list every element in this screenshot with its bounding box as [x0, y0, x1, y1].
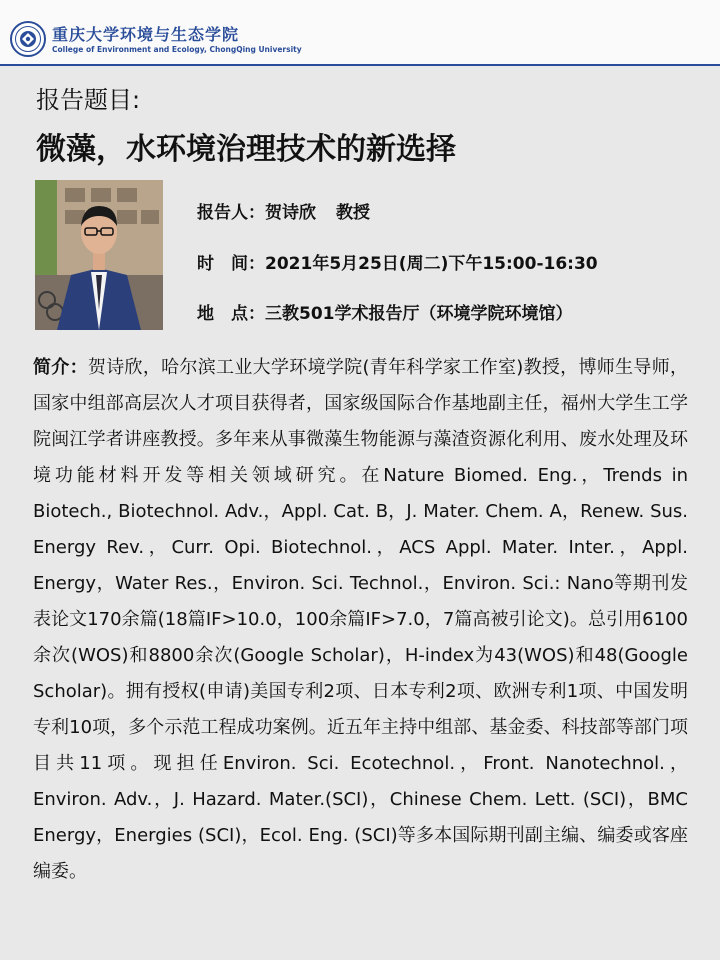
place-value: 三教501学术报告厅（环境学院环境馆） — [265, 304, 573, 324]
reporter-line — [197, 198, 370, 223]
time-value: 2021年5月25日(周二)下午15:00-16:30 — [265, 254, 598, 274]
intro-label: 简介： — [33, 357, 88, 378]
time-line — [197, 249, 598, 274]
time-label: 时 间： — [197, 254, 265, 274]
university-emblem-icon — [10, 21, 46, 57]
place-label: 地 点： — [197, 304, 265, 324]
reporter-title: 教授 — [336, 203, 370, 223]
speaker-introduction — [33, 350, 688, 890]
speaker-portrait-icon — [35, 180, 163, 330]
place-line — [197, 299, 573, 324]
reporter-name: 贺诗欣 — [265, 203, 316, 223]
report-title-label: 报告题目: — [36, 86, 141, 114]
reporter-label: 报告人： — [197, 203, 265, 223]
school-name-cn: 重庆大学环境与生态学院 — [52, 25, 240, 44]
school-name-en: College of Environment and Ecology, ChongQing University — [52, 45, 302, 54]
speaker-photo — [35, 180, 163, 330]
intro-text: 贺诗欣，哈尔滨工业大学环境学院(青年科学家工作室)教授，博师生导师，国家中组部高层次人才项目获得者，国家级国际合作基地副主任，福州大学生工学院闽江学者讲座教授。多年来从事微藻生物能源与藻渣资源化利用、废水处理及环境功能材料开发等相关领域研究。在Nature Biomed. Eng.，Trends in Biotech., Biotechnol. Adv.，Appl. Cat. B，J. Mater. Chem. A，Renew. Sus. Energy Rev.，Curr. Opi. Biotechnol.，ACS Appl. Mater. Inter.，Appl. Energy，Water Res.，Environ. Sci. Technol.，Environ. Sci.: Nano等期刊发表论文170余篇(18篇IF>10.0，100余篇IF>7.0，7篇高被引论文)。总引用6100余次(WOS)和8800余次(Google Scholar)，H-index为43(WOS)和48(Google Scholar)。拥有授权(申请)美国专利2项、日本专利2项、欧洲专利1项、中国发明专利10项，多个示范工程成功案例。近五年主持中组部、基金委、科技部等部门项目共11项。现担任Environ. Sci. Ecotechnol.，Front. Nanotechnol.，Environ. Adv.，J. Hazard. Mater.(SCI)，Chinese Chem. Lett. (SCI)，BMC Energy，Energies (SCI)，Ecol. Eng. (SCI)等多本国际期刊副主编、编委或客座编委。 — [33, 357, 689, 882]
university-header — [0, 0, 720, 66]
report-title: 微藻，水环境治理技术的新选择 — [36, 132, 456, 167]
